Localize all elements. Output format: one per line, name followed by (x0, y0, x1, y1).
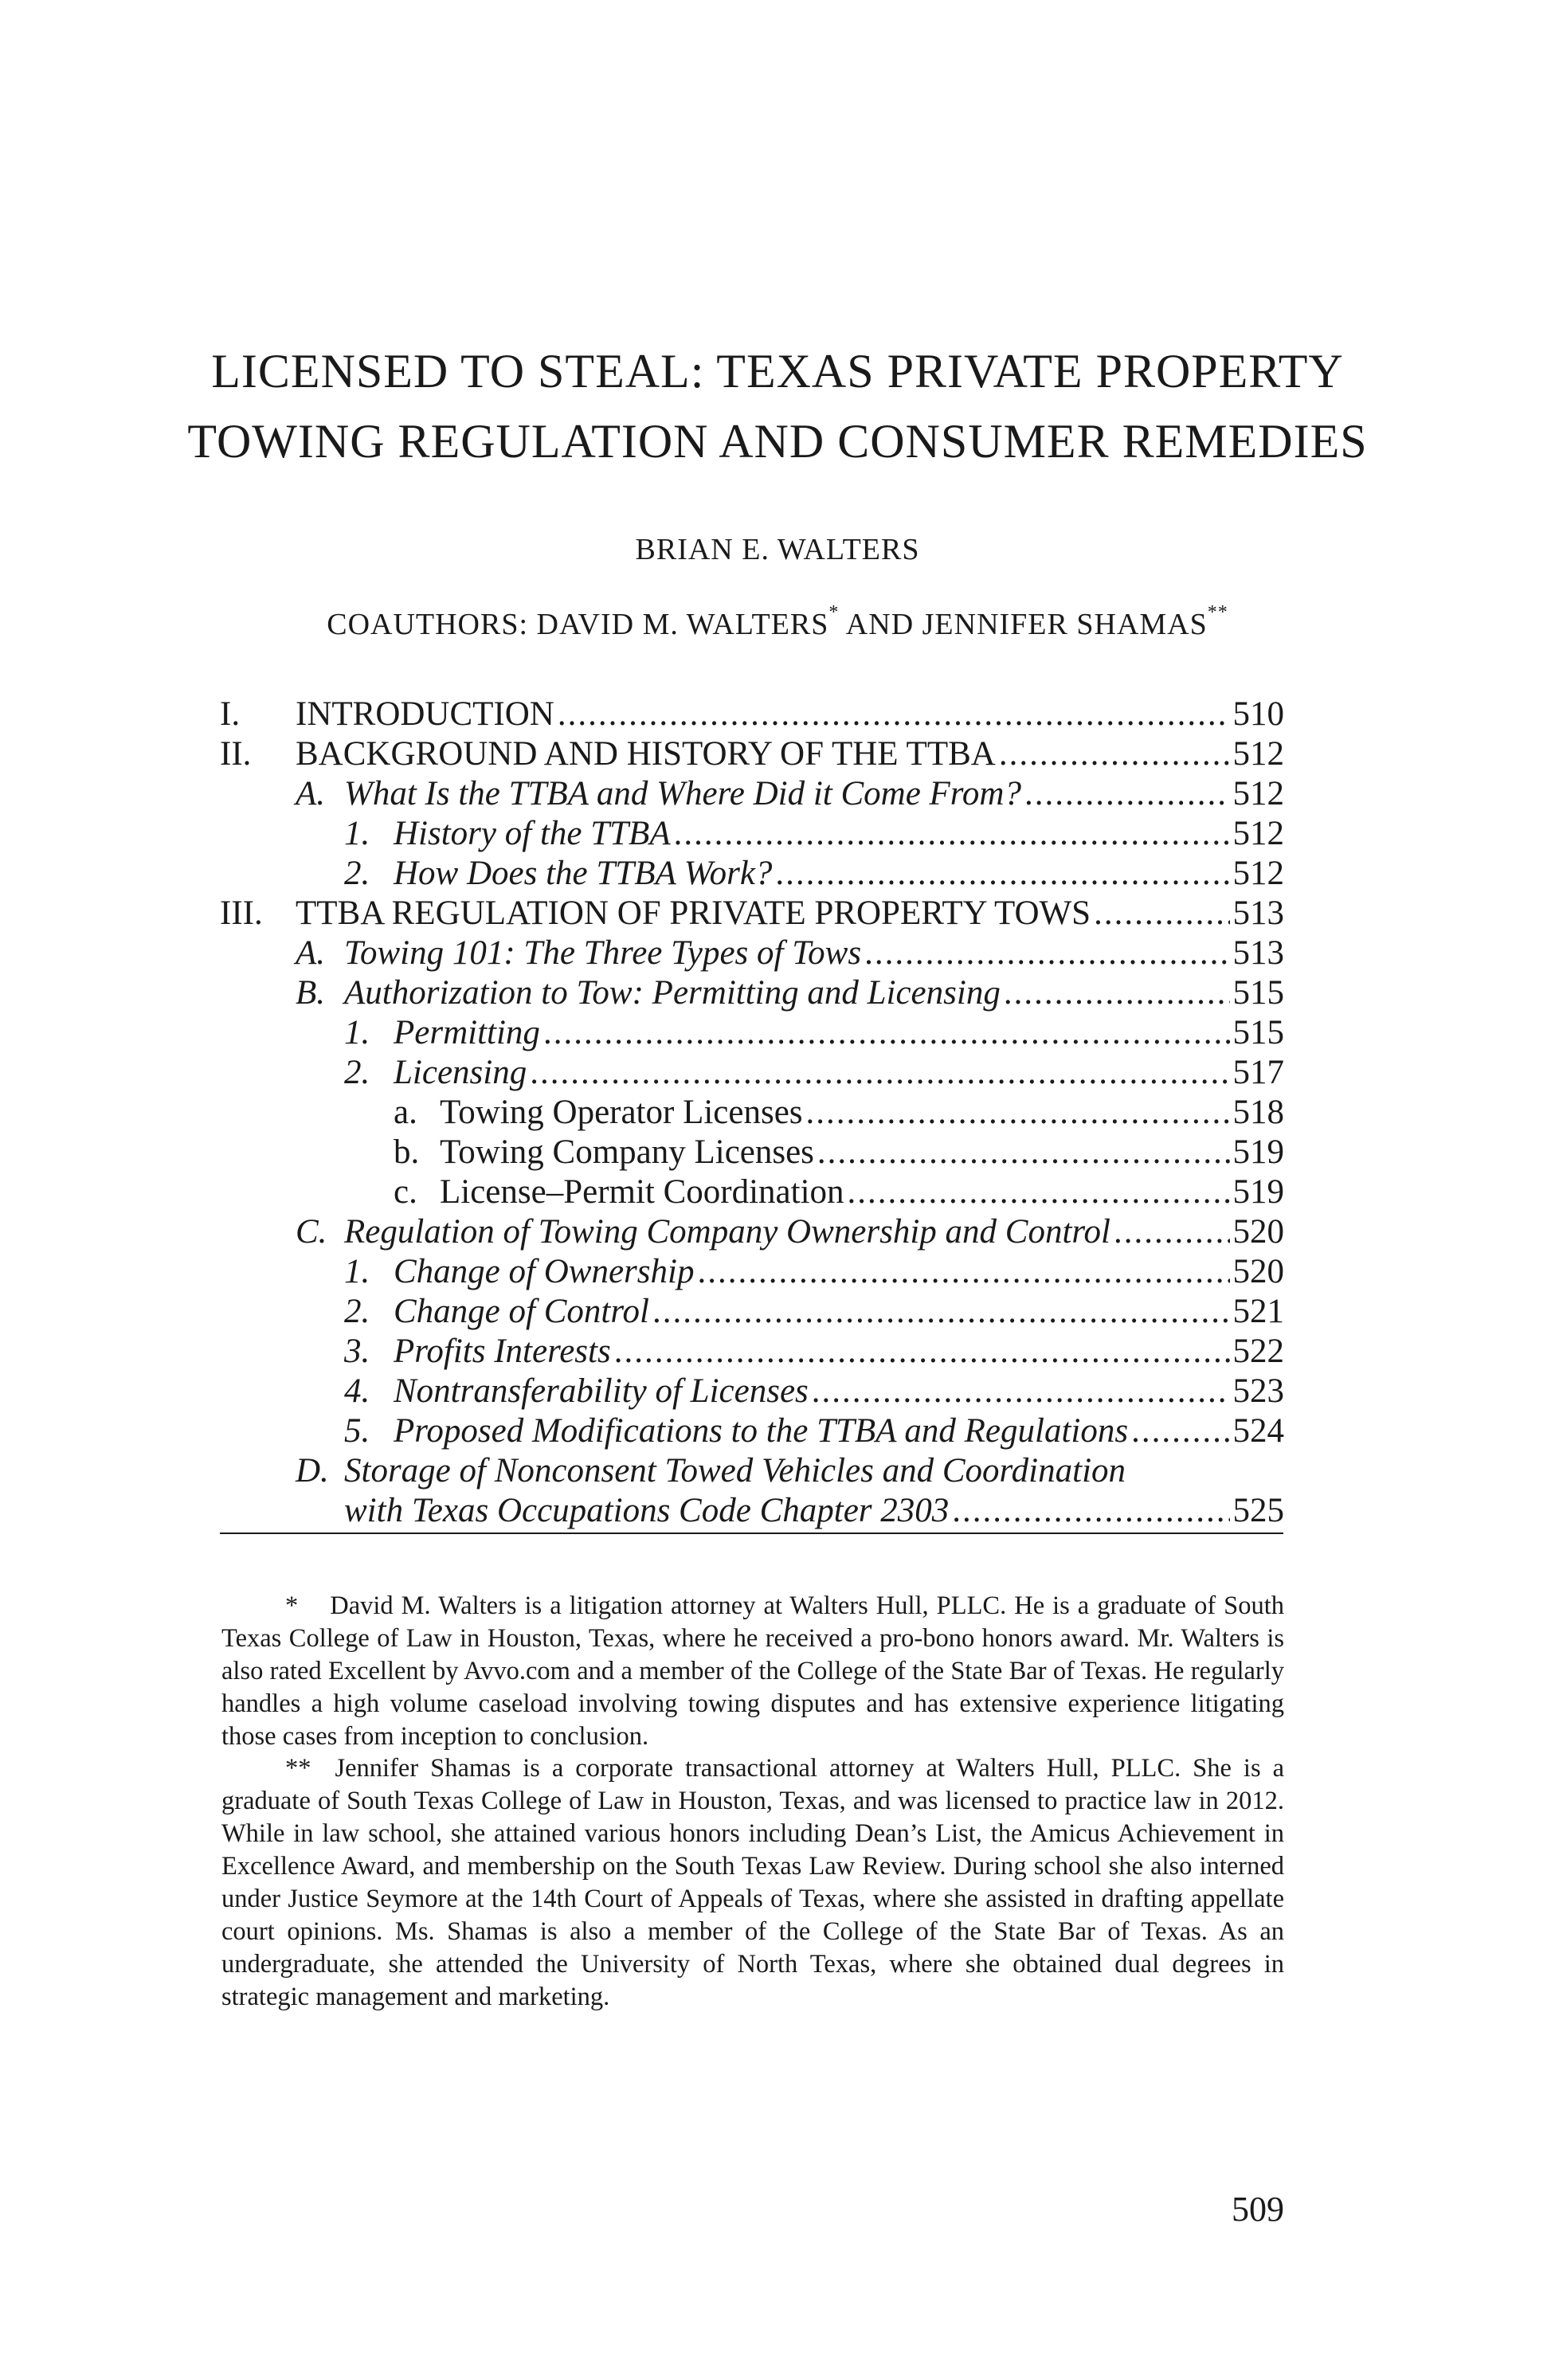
toc-number: C. (296, 1213, 327, 1251)
toc-leader (952, 1491, 1229, 1531)
toc-number: A. (296, 775, 326, 812)
toc-entry (0, 1372, 1555, 1411)
footnote-mark: * (285, 1591, 299, 1620)
footnote-2 (221, 1752, 1284, 2014)
coauthors-line (0, 602, 1555, 642)
toc-entry (0, 934, 1555, 973)
toc-heading: Change of Ownership (394, 1253, 695, 1290)
toc-page-number: 512 (1232, 735, 1284, 773)
toc-entry (0, 1053, 1555, 1093)
toc-heading: What Is the TTBA and Where Did it Come From? (344, 775, 1021, 812)
toc-entry (0, 1491, 1555, 1531)
footnote-marker-1: * (828, 602, 840, 623)
toc-heading: How Does the TTBA Work? (394, 855, 773, 892)
toc-number: 1. (344, 1014, 370, 1051)
toc-number: 2. (344, 855, 370, 892)
article-title-line-1: LICENSED TO STEAL: TEXAS PRIVATE PROPERTY (211, 345, 1344, 397)
toc-heading: Authorization to Tow: Permitting and Licensing (344, 974, 1001, 1012)
toc-page-number: 525 (1232, 1492, 1284, 1529)
toc-heading: Regulation of Towing Company Ownership and Control (344, 1213, 1110, 1251)
toc-entry (0, 1451, 1555, 1491)
toc-page-number: 520 (1232, 1213, 1284, 1251)
toc-heading: INTRODUCTION (296, 695, 554, 733)
toc-entry (0, 1013, 1555, 1053)
toc-page-number: 523 (1232, 1372, 1284, 1410)
toc-entry (0, 695, 1555, 734)
footnote-text: David M. Walters is a litigation attorney at Walters Hull, PLLC. He is a graduate of South Texas College of Law in Houston, Texas, where he received a pro-bono honors award. Mr. Walters is also rated Excellent by Avvo.com and a member of the College of the State Bar of Texas. He regularly handles a high volume caseload involving towing disputes and has extensive experience litigating those cases from inception to conclusion. (221, 1591, 1285, 1751)
toc-number: 1. (344, 815, 370, 852)
toc-number: II. (220, 735, 252, 773)
toc-number: III. (220, 894, 263, 932)
toc-number: c. (394, 1173, 417, 1211)
toc-entry (0, 854, 1555, 894)
toc-page-number: 519 (1232, 1133, 1284, 1171)
toc-leader (848, 1172, 1230, 1212)
toc-entry (0, 1332, 1555, 1372)
toc-leader (999, 734, 1230, 774)
toc-leader (530, 1053, 1229, 1093)
footnote-mark: ** (285, 1754, 311, 1783)
toc-entry (0, 1252, 1555, 1292)
toc-heading: Change of Control (394, 1293, 649, 1330)
toc-entry (0, 894, 1555, 934)
toc-leader (1094, 894, 1229, 934)
toc-number: I. (220, 695, 241, 733)
toc-entry (0, 1172, 1555, 1212)
toc-leader (1131, 1411, 1229, 1451)
toc-page-number: 515 (1232, 1014, 1284, 1051)
toc-leader (652, 1292, 1230, 1332)
toc-entry (0, 1292, 1555, 1332)
toc-heading: with Texas Occupations Code Chapter 2303 (344, 1492, 950, 1529)
toc-entry (0, 1411, 1555, 1451)
article-title-line-2: TOWING REGULATION AND CONSUMER REMEDIES (187, 415, 1368, 468)
toc-entry (0, 814, 1555, 854)
toc-page-number: 510 (1232, 695, 1284, 733)
toc-heading: License–Permit Coordination (440, 1173, 844, 1211)
toc-page-number: 513 (1232, 934, 1284, 972)
toc-leader (558, 695, 1230, 734)
toc-number: 2. (344, 1293, 370, 1330)
toc-entry (0, 1212, 1555, 1252)
footnote-separator-rule (220, 1533, 1283, 1534)
toc-heading: Towing Company Licenses (440, 1133, 814, 1171)
toc-page-number: 521 (1232, 1293, 1284, 1330)
toc-leader (614, 1332, 1230, 1372)
toc-page-number: 513 (1232, 894, 1284, 932)
toc-heading: Licensing (394, 1054, 527, 1091)
toc-number: B. (296, 974, 326, 1012)
toc-page-number: 524 (1232, 1412, 1284, 1450)
toc-page-number: 512 (1232, 775, 1284, 812)
toc-heading: Permitting (394, 1014, 540, 1051)
toc-number: b. (394, 1133, 420, 1171)
toc-heading: Nontransferability of Licenses (394, 1372, 809, 1410)
toc-heading: Proposed Modifications to the TTBA and Regulations (394, 1412, 1129, 1450)
toc-page-number: 522 (1232, 1333, 1284, 1370)
toc-leader (812, 1372, 1230, 1411)
coauthors-prefix: COAUTHORS: DAVID M. WALTERS (327, 608, 829, 641)
page-number: 509 (1232, 2190, 1284, 2229)
toc-number: 1. (344, 1253, 370, 1290)
footnote-marker-2: ** (1207, 602, 1228, 623)
toc-heading: Profits Interests (394, 1333, 611, 1370)
toc-number: A. (296, 934, 326, 972)
toc-leader (1004, 973, 1230, 1013)
toc-heading: BACKGROUND AND HISTORY OF THE TTBA (296, 735, 996, 773)
footnote-text: Jennifer Shamas is a corporate transactional attorney at Walters Hull, PLLC. She is a graduate of South Texas College of Law in Houston, Texas, and was licensed to practice law in 2012. While in law school, she attained various honors including Dean’s List, the Amicus Achievement in Excellence Award, and membership on the South Texas Law Review. During school she also interned under Justice Seymore at the 14th Court of Appeals of Texas, where she assisted in drafting appellate court opinions. Ms. Shamas is also a member of the College of the State Bar of Texas. As an undergraduate, she attended the University of North Texas, where she obtained dual degrees in strategic management and marketing. (221, 1754, 1284, 2011)
toc-leader (864, 934, 1229, 973)
toc-heading: Towing 101: The Three Types of Tows (344, 934, 862, 972)
toc-number: D. (296, 1452, 329, 1489)
toc-heading: Storage of Nonconsent Towed Vehicles and Coordination (344, 1452, 1126, 1489)
toc-entry (0, 774, 1555, 814)
toc-leader (775, 854, 1229, 894)
toc-page-number: 515 (1232, 974, 1284, 1012)
author-name: BRIAN E. WALTERS (635, 533, 920, 566)
toc-page-number: 512 (1232, 855, 1284, 892)
toc-page-number: 520 (1232, 1253, 1284, 1290)
toc-page-number: 518 (1232, 1094, 1284, 1131)
toc-heading: Towing Operator Licenses (440, 1094, 803, 1131)
toc-entry (0, 973, 1555, 1013)
toc-number: 4. (344, 1372, 370, 1410)
toc-number: 2. (344, 1054, 370, 1091)
toc-leader (674, 814, 1230, 854)
toc-leader (697, 1252, 1229, 1292)
toc-page-number: 519 (1232, 1173, 1284, 1211)
toc-entry (0, 734, 1555, 774)
footnote-1 (221, 1590, 1284, 1753)
toc-entry (0, 1093, 1555, 1133)
toc-heading: History of the TTBA (394, 815, 671, 852)
toc-heading: TTBA REGULATION OF PRIVATE PROPERTY TOWS (296, 894, 1091, 932)
toc-leader (543, 1013, 1230, 1053)
toc-leader (1114, 1212, 1230, 1252)
toc-leader (1024, 774, 1230, 814)
toc-number: a. (394, 1094, 417, 1131)
toc-entry (0, 1133, 1555, 1172)
toc-page-number: 512 (1232, 815, 1284, 852)
toc-leader (817, 1133, 1230, 1172)
toc-number: 3. (344, 1333, 370, 1370)
toc-number: 5. (344, 1412, 370, 1450)
coauthors-middle: AND JENNIFER SHAMAS (839, 608, 1208, 641)
toc-page-number: 517 (1232, 1054, 1284, 1091)
toc-leader (806, 1093, 1230, 1133)
